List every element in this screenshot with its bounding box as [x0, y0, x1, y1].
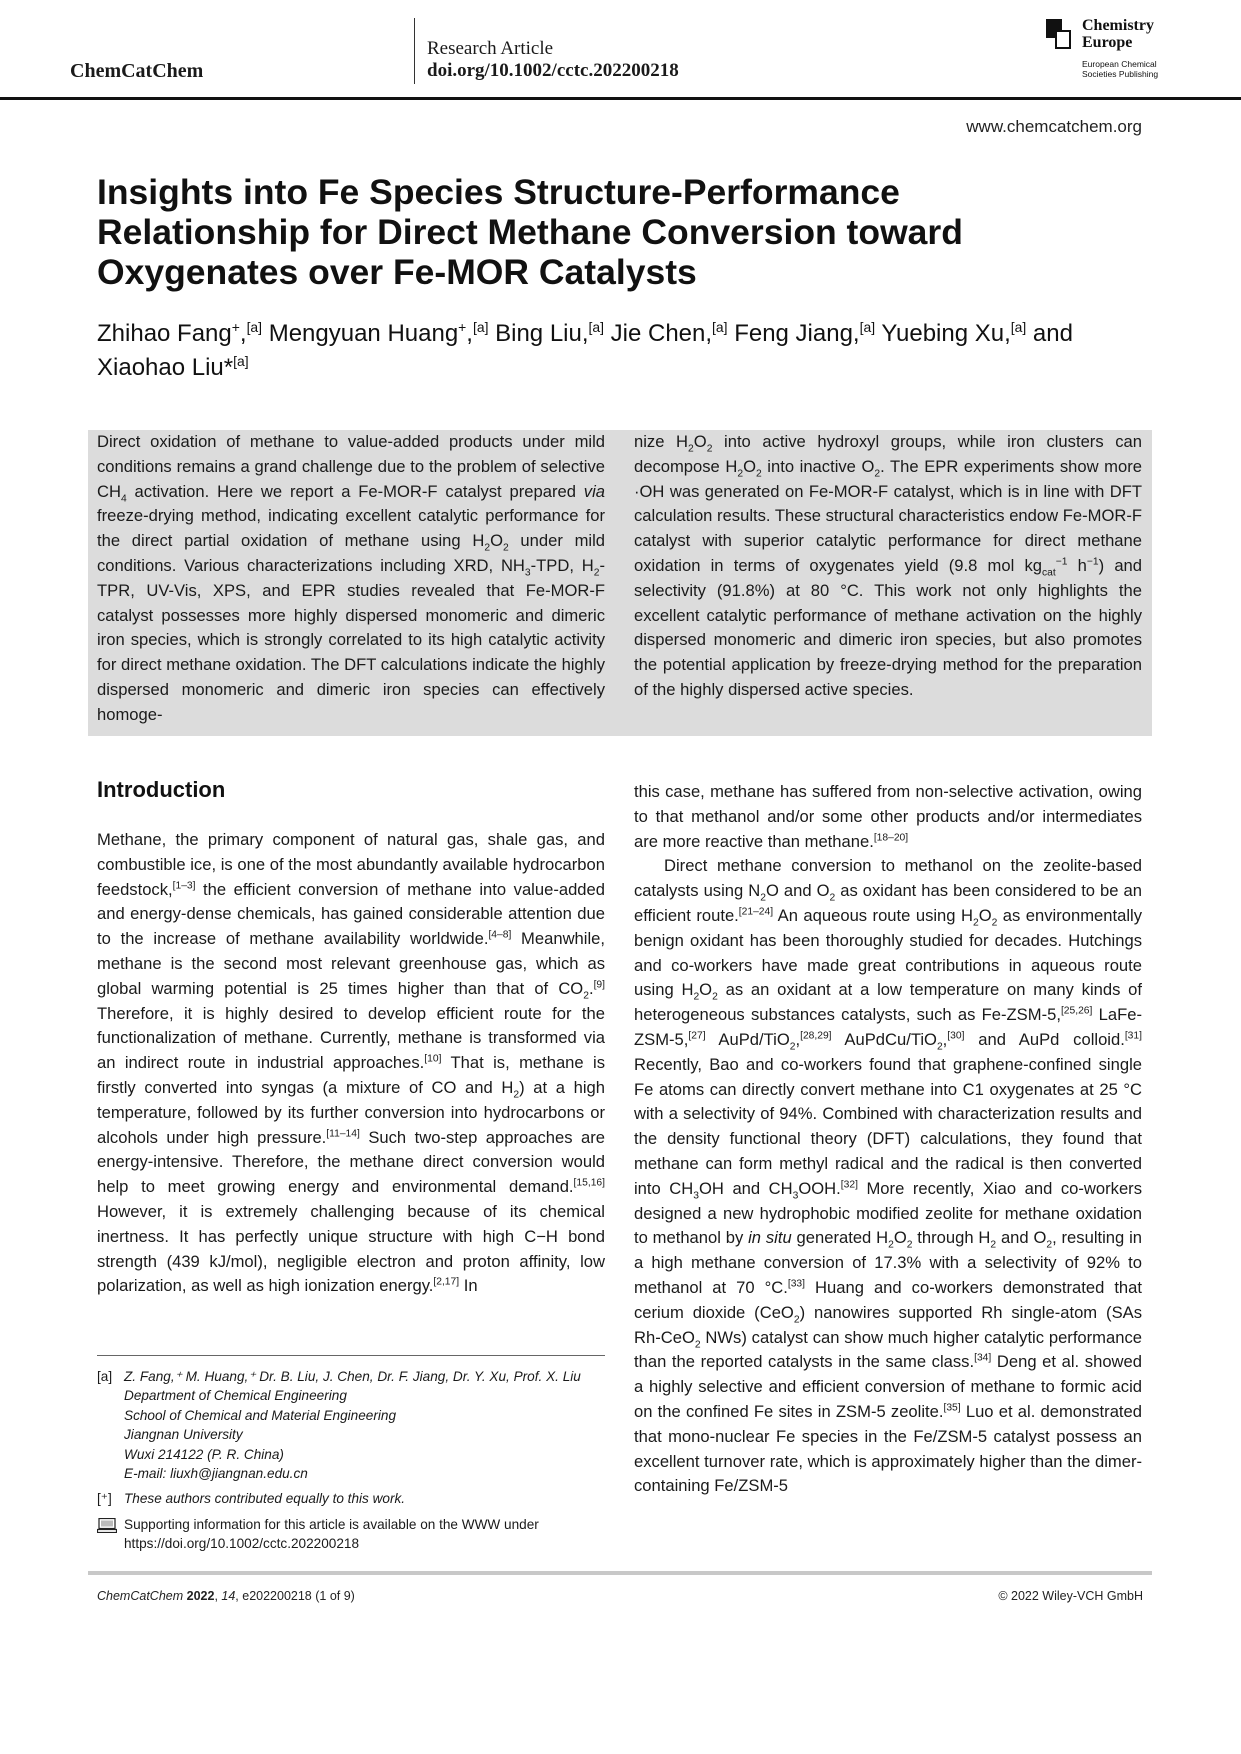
intro-column-left: Methane, the primary component of natural gas, shale gas, and combustible ice, is one of the most abundantly available hydrocarbon feedstock,[1–3] the efficient conversion of methane into value-added and energy-dense chemicals, has gained considerable attention due to the increase of methane availability worldwide.[4–8] Meanwhile, methane is the second most relevant greenhouse gas, which as global warming potential is 25 times higher than that of $CO_2.[9]$ Therefore, it is highly desired to develop efficient route for the functionalization of methane. Currently, methane is transformed via an indirect route in industrial approaches.[10] That is, methane is firstly converted into syngas (a mixture of CO and $H_2$) at a high temperature, followed by its further conversion into hydrocarbons or alcohols under high pressure.[11–14] Such two-step approaches are energy-intensive. Therefore, the methane direct conversion would help to meet growing energy and environmental demand.[15,16] However, it is extremely challenging because of its chemical inertness. It has perfectly unique structure with high C−H bond strength (439 kJ/mol), negligible electron and proton affinity, low polarization, as well as high ionization energy.[2,17] In — [97, 830, 606, 1296]
citation-ref[interactable]: [21–24] — [738, 906, 774, 918]
article-title: Insights into Fe Species Structure-Performance Relationship for Direct Methane Conversion toward Oxygenates over Fe-MOR Catalysts — [97, 172, 963, 292]
logo-name-line2: Europe — [1082, 34, 1133, 51]
citation-ref[interactable]: [32] — [840, 1179, 858, 1191]
journal-name: ChemCatChem — [70, 60, 204, 82]
citation-ref[interactable]: [18–20] — [873, 832, 909, 844]
citation-ref[interactable]: [25,26] — [1060, 1005, 1093, 1017]
citation-ref[interactable]: [28,29] — [800, 1030, 832, 1042]
citation-ref[interactable]: [15,16] — [573, 1177, 605, 1189]
citation-ref[interactable]: [34] — [974, 1352, 992, 1364]
author-name: Feng Jiang, — [734, 320, 860, 347]
citation-ref[interactable]: [30] — [947, 1030, 965, 1042]
abstract-column-right: nize $H_2O_2$ into active hydroxyl groups, while iron clusters can decompose $H_2O_2$ into inactive $O_2$. The EPR experiments show more ·OH was generated on Fe-MOR-F catalyst, which is in line with DFT calculation results. These structural characteristics endow Fe-MOR-F catalyst with superior catalytic performance for direct methane oxidation in terms of oxygenates yield (9.8 mol $kg_{cat}^{-1}$ $h^{-1}$) and selectivity (91.8%) at 80 °C. This work not only highlights the excellent catalytic performance of methane activation on the highly dispersed monomeric and dimeric iron species, but also promotes the potential application by freeze-drying method for the preparation of the highly dispersed active species. — [634, 432, 1143, 699]
citation-ref[interactable]: [1–3] — [172, 880, 196, 892]
author-name: Zhihao Fang — [97, 320, 232, 347]
article-type: Research Article — [427, 38, 554, 59]
logo-name-line1: Chemistry — [1082, 17, 1154, 34]
affiliation-footnote: [a] Z. Fang,⁺ M. Huang,⁺ Dr. B. Liu, J. Chen, Dr. F. Jiang, Dr. Y. Xu, Prof. X. Liu Department of Chemical Engineering School of Chemical and Material Engineering Jiangnan University Wuxi 214122 (P. R. China) E-mail: liuxh@jiangnan.edu.cn — [97, 1367, 605, 1483]
footer-copyright: © 2022 Wiley-VCH GmbH — [998, 1589, 1143, 1603]
citation-ref[interactable]: [33] — [787, 1278, 806, 1290]
citation-ref[interactable]: [11–14] — [326, 1128, 360, 1140]
author-name: Jie Chen, — [610, 320, 713, 347]
computer-icon — [97, 1518, 117, 1533]
citation-ref[interactable]: [2,17] — [433, 1276, 460, 1288]
abstract-column-left: Direct oxidation of methane to value-added products under mild conditions remains a grand challenge due to the problem of selective $CH_4$ activation. Here we report a Fe-MOR-F catalyst prepared via freeze-drying method, indicating excellent catalytic performance for the direct partial oxidation of methane using $H_2O_2$ under mild conditions. Various characterizations including XRD, $NH_3$-TPD, $H_2$-TPR, UV-Vis, XPS, and EPR studies revealed that Fe-MOR-F catalyst possesses more highly dispersed monomeric and dimeric iron species, which is strongly correlated to its high catalytic activity for direct methane oxidation. The DFT calculations indicate the highly dispersed monomeric and dimeric iron species can effectively homoge- — [97, 432, 605, 724]
intro-column-right: this case, methane has suffered from non-selective activation, owing to that methanol and/or some other products and/or intermediates are more reactive than methane.[18–20] Direct methane conversion to methanol on the zeolite-based catalysts using $N_2O$ and $O_2$ as oxidant has been considered to be an efficient route.[21–24] An aqueous route using $H_2O_2$ as environmentally benign oxidant has been thoroughly studied for decades. Hutchings and co-workers have made great contributions in aqueous route using $H_2O_2$ as an oxidant at a low temperature on many kinds of heterogeneous substances catalysts, such as Fe-ZSM-5,[25,26] LaFe-ZSM-5,[27] AuPd/TiO$_2$,[28,29] AuPdCu/TiO$_2$,[30] and AuPd colloid.[31] Recently, Bao and co-workers found that graphene-confined single Fe atoms can directly convert methane into C1 oxygenates at 25 °C with a selectivity of 94%. Combined with characterization results and the density functional theory (DFT) calculations, they found that methane can form methyl radical and the radical is then converted into $CH_3OH$ and $CH_3OOH.[32]$ More recently, Xiao and co-workers designed a new hydrophobic modified zeolite for methane oxidation to methanol by in situ generated $H_2O_2$ through $H_2$ and $O_2$, resulting in a high methane conversion of 17.3% with a selectivity of 92% to methanol at 70 °C.[33] Huang and co-workers demonstrated that cerium dioxide (CeO$_2$) nanowires supported Rh single-atom (SAs Rh-CeO$_2$ NWs) catalyst can show much higher catalytic performance than the reported catalysts in the same class.[34] Deng et al. showed a highly selective and efficient conversion of methane to formic acid on the confined Fe sites in ZSM-5 zeolite.[35] Luo et al. demonstrated that mono-nuclear Fe species in the Fe/ZSM-5 catalyst possess an excellent turnover rate, which is approximately higher than the dimer-containing Fe/ZSM-5 — [634, 782, 1143, 1496]
citation-ref[interactable]: [27] — [688, 1030, 706, 1042]
section-heading: Introduction — [97, 777, 226, 802]
citation-ref[interactable]: [31] — [1124, 1030, 1142, 1042]
footer-rule — [88, 1571, 1152, 1575]
citation-ref[interactable]: [4–8] — [488, 929, 512, 941]
journal-url[interactable]: www.chemcatchem.org — [966, 117, 1142, 136]
publisher-logo — [1046, 17, 1176, 83]
citation-ref[interactable]: [10] — [424, 1053, 442, 1065]
author-name: Xiaohao Liu — [97, 354, 224, 381]
footnote-rule — [97, 1355, 605, 1356]
logo-sub-line2: Societies Publishing — [1082, 69, 1159, 79]
author-name: Yuebing Xu, — [881, 320, 1011, 347]
footnotes — [97, 1367, 605, 1554]
header-divider — [414, 18, 415, 84]
supporting-info-footnote — [97, 1515, 605, 1554]
citation-ref[interactable]: [35] — [943, 1402, 961, 1414]
article-doi[interactable]: doi.org/10.1002/cctc.202200218 — [427, 60, 679, 81]
author-email[interactable]: E-mail: liuxh@jiangnan.edu.cn — [124, 1466, 308, 1482]
supporting-info-link[interactable]: Supporting information for this article is available on the WWW under https://doi.org/10.1002/cctc.202200218 — [124, 1516, 539, 1552]
author-name: Bing Liu, — [495, 320, 589, 347]
logo-sub-line1: European Chemical — [1082, 59, 1157, 69]
author-list: Zhihao Fang+,[a] Mengyuan Huang+,[a] Bing Liu,[a] Jie Chen,[a] Feng Jiang,[a] Yuebing Xu,[a] and Xiaohao Liu*[a] — [97, 319, 1073, 381]
equal-contribution-footnote: [⁺] These authors contributed equally to this work. — [97, 1491, 406, 1507]
author-name: Mengyuan Huang — [268, 320, 459, 347]
chemistry-europe-logo-icon — [1046, 19, 1074, 49]
footer-citation: ChemCatChem 2022, 14, e202200218 (1 of 9) — [97, 1589, 355, 1603]
header-rule — [0, 97, 1241, 100]
citation-ref[interactable]: [9] — [593, 979, 605, 991]
